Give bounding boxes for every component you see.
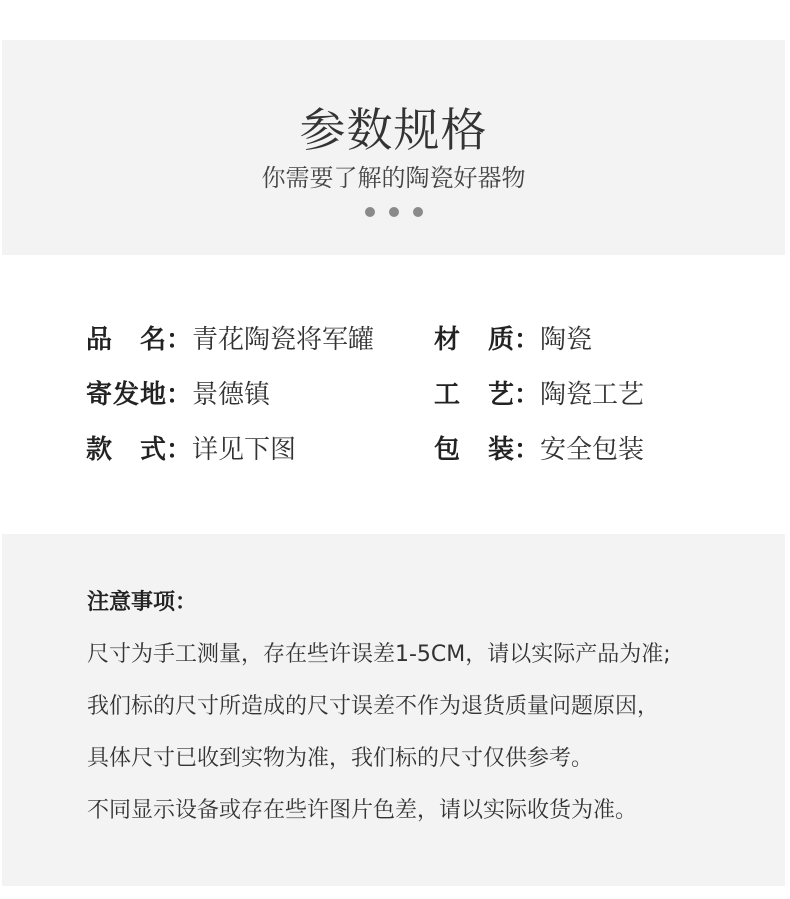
page-subtitle: 你需要了解的陶瓷好器物 — [261, 164, 526, 192]
notes-line: 具体尺寸已收到实物为准，我们标的尺寸仅供参考。 — [87, 746, 594, 771]
spec-value: 详见下图 — [192, 435, 297, 465]
notes-line: 我们标的尺寸所造成的尺寸误差不作为退货质量问题原因， — [87, 694, 660, 719]
spec-colon: ： — [514, 380, 541, 410]
spec-value: 陶瓷 — [540, 325, 593, 355]
notes-panel — [2, 534, 785, 886]
spec-row-craft — [434, 377, 644, 413]
spec-value: 青花陶瓷将军罐 — [192, 325, 375, 355]
spec-colon: ： — [514, 435, 541, 465]
spec-value: 安全包装 — [540, 435, 645, 465]
spec-colon: ： — [514, 325, 541, 355]
spec-row-origin — [86, 377, 270, 413]
dot-icon — [413, 207, 423, 217]
spec-table — [0, 316, 790, 486]
spec-label: 寄发地 — [86, 380, 166, 410]
notes-line: 不同显示设备或存在些许图片色差，请以实际收货为准。 — [87, 798, 638, 823]
spec-label: 品名 — [86, 325, 166, 355]
spec-label: 工艺 — [434, 380, 514, 410]
decorative-dots — [2, 207, 785, 217]
spec-value: 景德镇 — [192, 380, 271, 410]
dot-icon — [389, 207, 399, 217]
spec-colon: ： — [166, 325, 193, 355]
spec-row-material — [434, 322, 592, 358]
spec-row-packaging — [434, 432, 644, 468]
spec-row-style — [86, 432, 296, 468]
spec-colon: ： — [166, 435, 193, 465]
spec-colon: ： — [166, 380, 193, 410]
notes-line: 尺寸为手工测量，存在些许误差1-5CM，请以实际产品为准; — [87, 642, 671, 667]
page-title: 参数规格 — [299, 103, 488, 157]
spec-value: 陶瓷工艺 — [540, 380, 645, 410]
dot-icon — [365, 207, 375, 217]
spec-label: 款式 — [86, 435, 166, 465]
notes-title: 注意事项： — [87, 590, 198, 615]
spec-label: 包装 — [434, 435, 514, 465]
header-panel — [2, 40, 785, 255]
spec-row-name — [86, 322, 374, 358]
spec-label: 材质 — [434, 325, 514, 355]
